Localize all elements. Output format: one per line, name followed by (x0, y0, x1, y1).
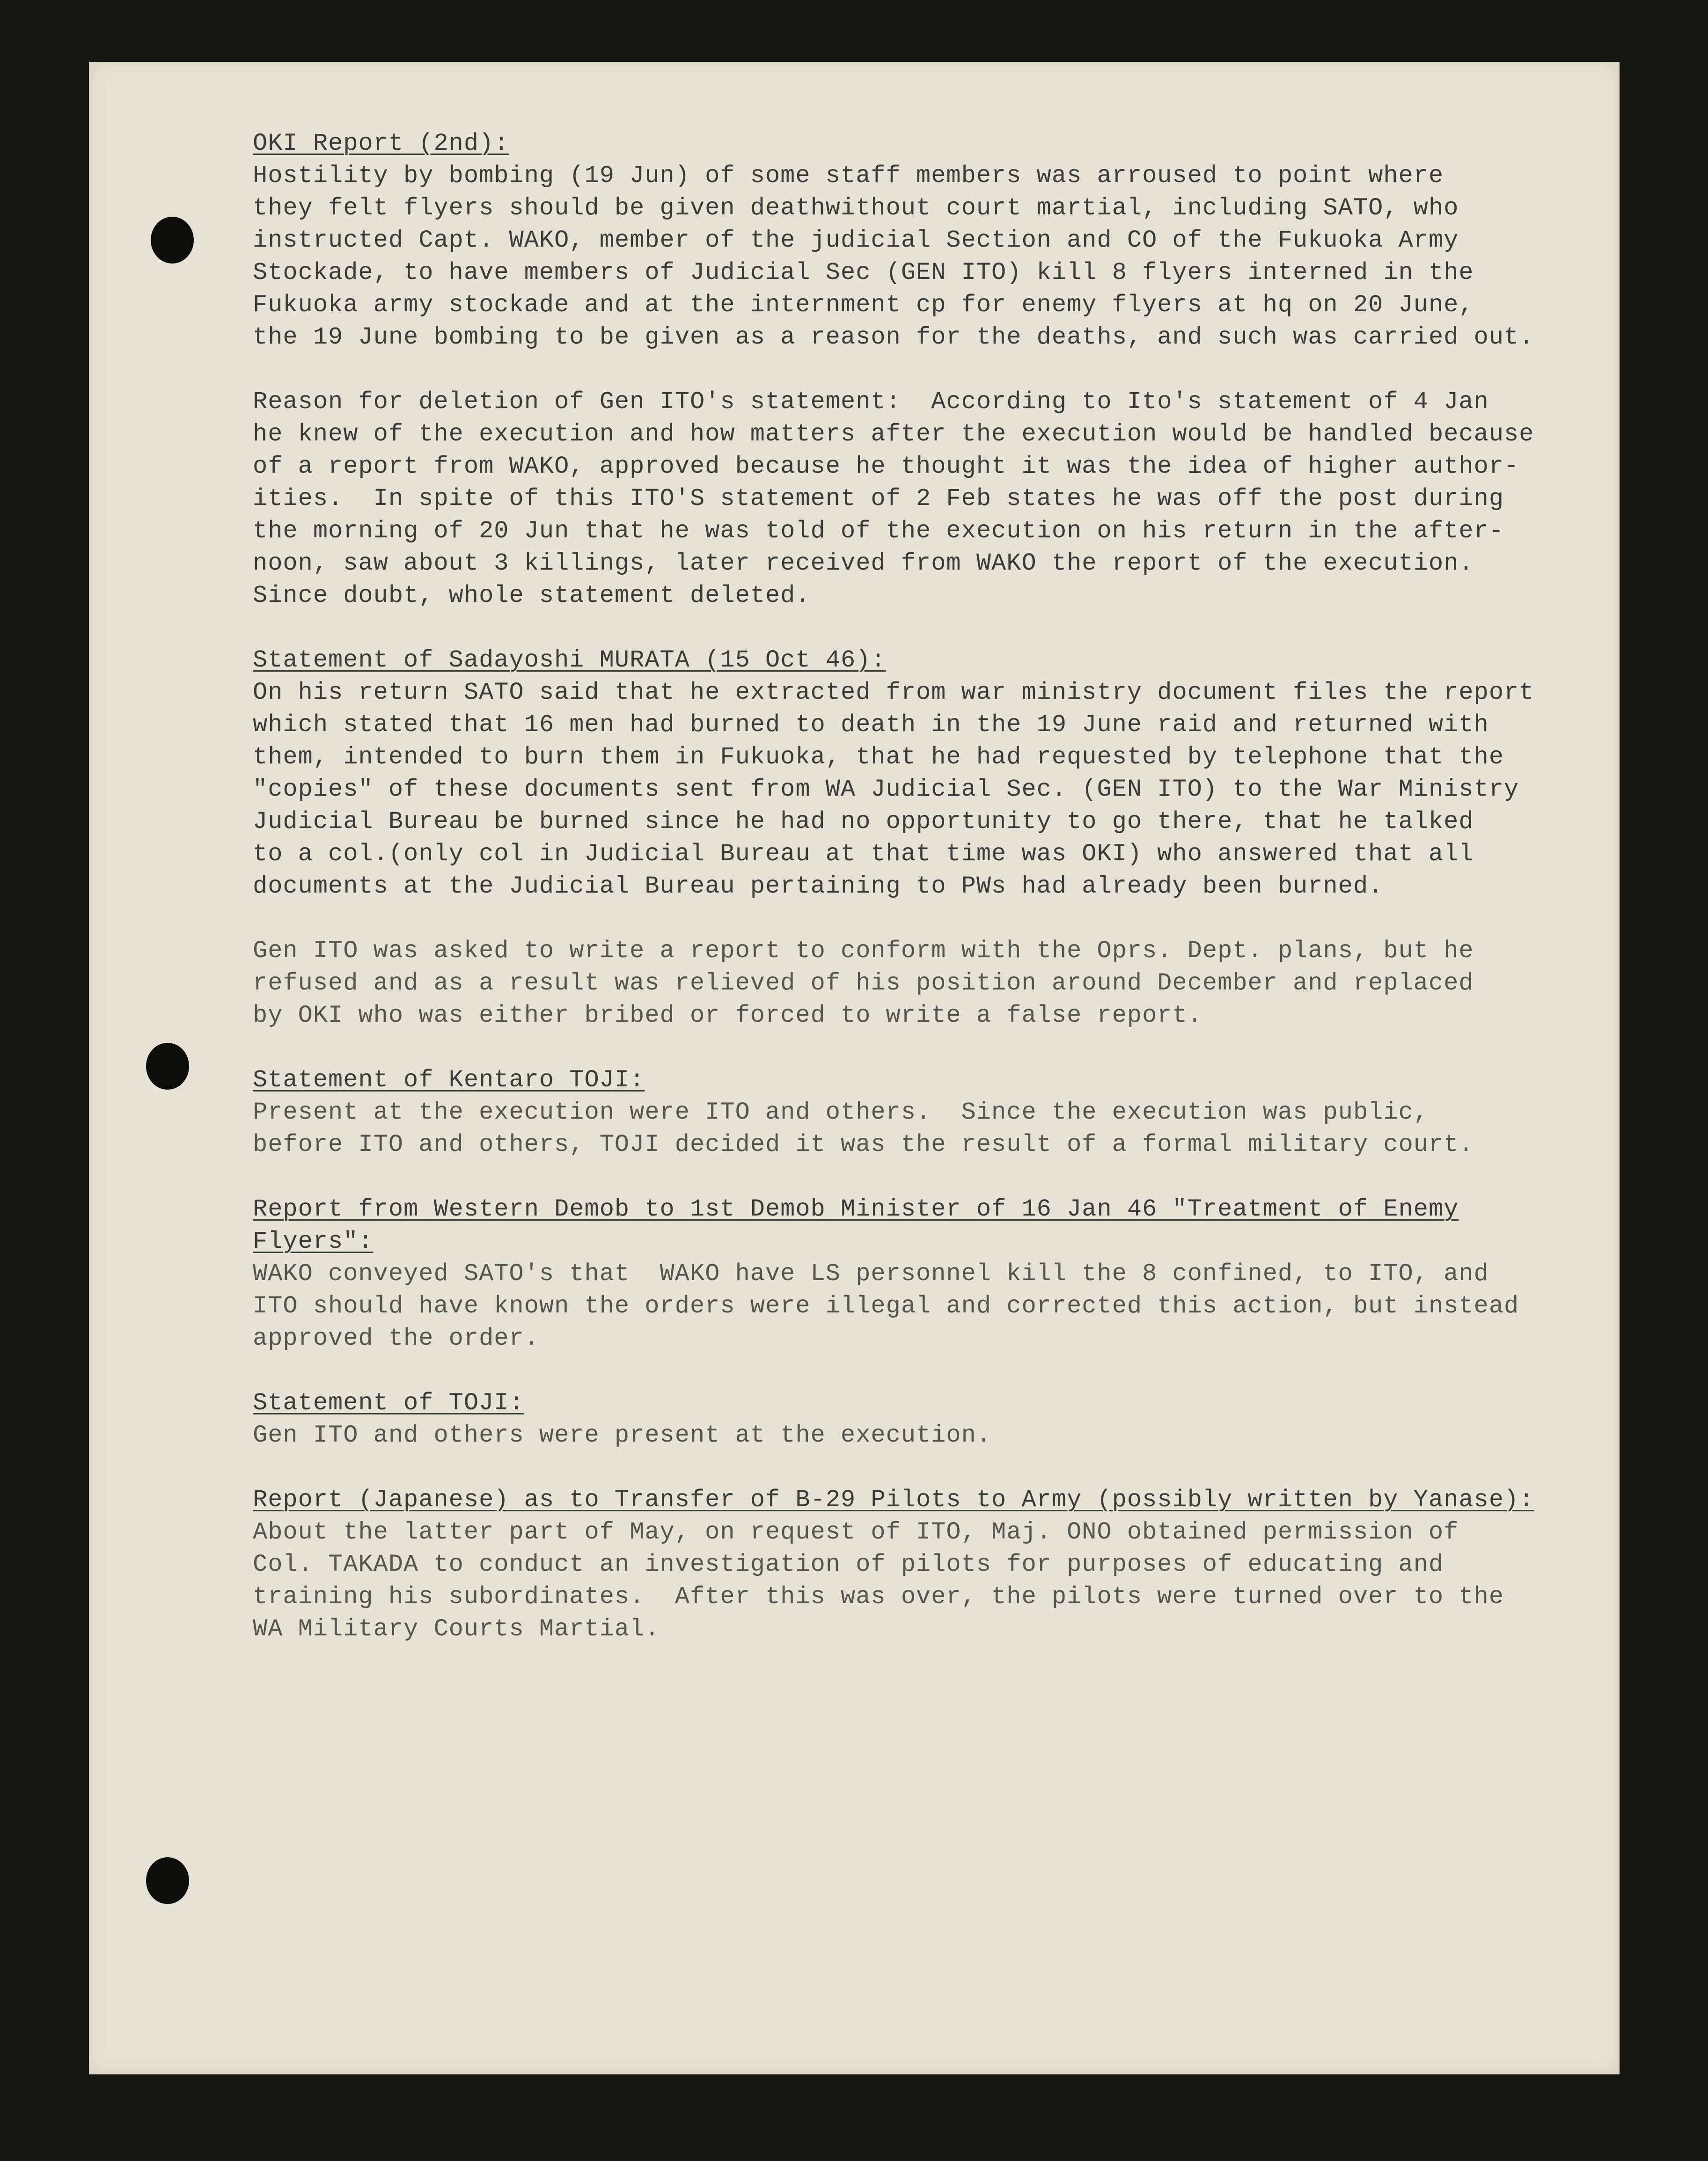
section-heading (253, 1064, 1610, 1096)
text-line: by OKI who was either bribed or forced to write a false report. (253, 1002, 1202, 1029)
report-section (253, 1484, 1610, 1645)
text-line: to a col.(only col in Judicial Bureau at that time was OKI) who answered that all (253, 840, 1474, 868)
text-line: On his return SATO said that he extracted from war ministry document files the report (253, 679, 1534, 706)
text-line: WAKO conveyed SATO's that WAKO have LS personnel kill the 8 confined, to ITO, and (253, 1260, 1489, 1288)
section-heading-text: OKI Report (2nd): (253, 130, 509, 157)
report-section (253, 1193, 1610, 1355)
text-line: approved the order. (253, 1325, 539, 1352)
section-heading (253, 644, 1610, 676)
section-heading-text: Flyers": (253, 1228, 374, 1255)
report-section (253, 644, 1610, 902)
section-heading-text: Statement of TOJI: (253, 1389, 524, 1417)
section-heading-text: Report (Japanese) as to Transfer of B-29 Pilots to Army (possibly written by Yanase): (253, 1486, 1534, 1514)
text-line: Gen ITO and others were present at the execution. (253, 1421, 992, 1449)
report-section (253, 127, 1610, 353)
section-heading-text: Report from Western Demob to 1st Demob Minister of 16 Jan 46 "Treatment of Enemy (253, 1195, 1459, 1223)
text-line: noon, saw about 3 killings, later received from WAKO the report of the execution. (253, 549, 1474, 577)
text-line: the 19 June bombing to be given as a reason for the deaths, and such was carried out. (253, 323, 1534, 351)
report-section (253, 1064, 1610, 1161)
text-line: WA Military Courts Martial. (253, 1615, 660, 1643)
section-heading (253, 1484, 1610, 1516)
text-line: training his subordinates. After this was over, the pilots were turned over to the (253, 1583, 1504, 1611)
text-line: ities. In spite of this ITO'S statement of 2 Feb states he was off the post during (253, 485, 1504, 513)
text-line: Present at the execution were ITO and others. Since the execution was public, (253, 1099, 1429, 1126)
section-heading-text: Statement of Kentaro TOJI: (253, 1066, 645, 1094)
section-heading (253, 1193, 1610, 1225)
text-line: Judicial Bureau be burned since he had no opportunity to go there, that he talked (253, 808, 1474, 835)
typed-report (253, 127, 1610, 1678)
section-heading-text: Statement of Sadayoshi MURATA (15 Oct 46): (253, 646, 886, 674)
text-line: Fukuoka army stockade and at the internment cp for enemy flyers at hq on 20 June, (253, 291, 1474, 319)
section-heading (253, 1225, 1610, 1258)
punch-hole (146, 1857, 189, 1904)
text-line: Since doubt, whole statement deleted. (253, 582, 811, 609)
text-line: the morning of 20 Jun that he was told of the execution on his return in the after- (253, 517, 1504, 545)
text-line: them, intended to burn them in Fukuoka, that he had requested by telephone that the (253, 743, 1504, 771)
text-line: "copies" of these documents sent from WA Judicial Sec. (GEN ITO) to the War Ministry (253, 776, 1519, 803)
text-line: which stated that 16 men had burned to death in the 19 June raid and returned with (253, 711, 1489, 739)
text-line: Col. TAKADA to conduct an investigation of pilots for purposes of educating and (253, 1551, 1444, 1578)
punch-hole (151, 217, 194, 264)
text-line: before ITO and others, TOJI decided it was the result of a formal military court. (253, 1131, 1474, 1158)
text-line: Stockade, to have members of Judicial Sec (GEN ITO) kill 8 flyers interned in the (253, 259, 1474, 286)
text-line: Hostility by bombing (19 Jun) of some staff members was arroused to point where (253, 162, 1444, 190)
punch-hole (146, 1043, 189, 1090)
text-line: Gen ITO was asked to write a report to conform with the Oprs. Dept. plans, but he (253, 937, 1474, 965)
text-line: Reason for deletion of Gen ITO's statement: According to Ito's statement of 4 Jan (253, 388, 1489, 416)
text-line: About the latter part of May, on request of ITO, Maj. ONO obtained permission of (253, 1518, 1459, 1546)
section-heading (253, 1387, 1610, 1419)
text-line: instructed Capt. WAKO, member of the judicial Section and CO of the Fukuoka Army (253, 227, 1459, 254)
text-line: refused and as a result was relieved of his position around December and replaced (253, 969, 1474, 997)
text-line: ITO should have known the orders were illegal and corrected this action, but instead (253, 1292, 1519, 1320)
report-section (253, 935, 1610, 1032)
section-heading (253, 127, 1610, 160)
report-section (253, 386, 1610, 612)
text-line: of a report from WAKO, approved because he thought it was the idea of higher author- (253, 453, 1519, 480)
report-section (253, 1387, 1610, 1451)
text-line: he knew of the execution and how matters after the execution would be handled because (253, 420, 1534, 448)
text-line: they felt flyers should be given deathwithout court martial, including SATO, who (253, 194, 1459, 222)
text-line: documents at the Judicial Bureau pertaining to PWs had already been burned. (253, 872, 1384, 900)
